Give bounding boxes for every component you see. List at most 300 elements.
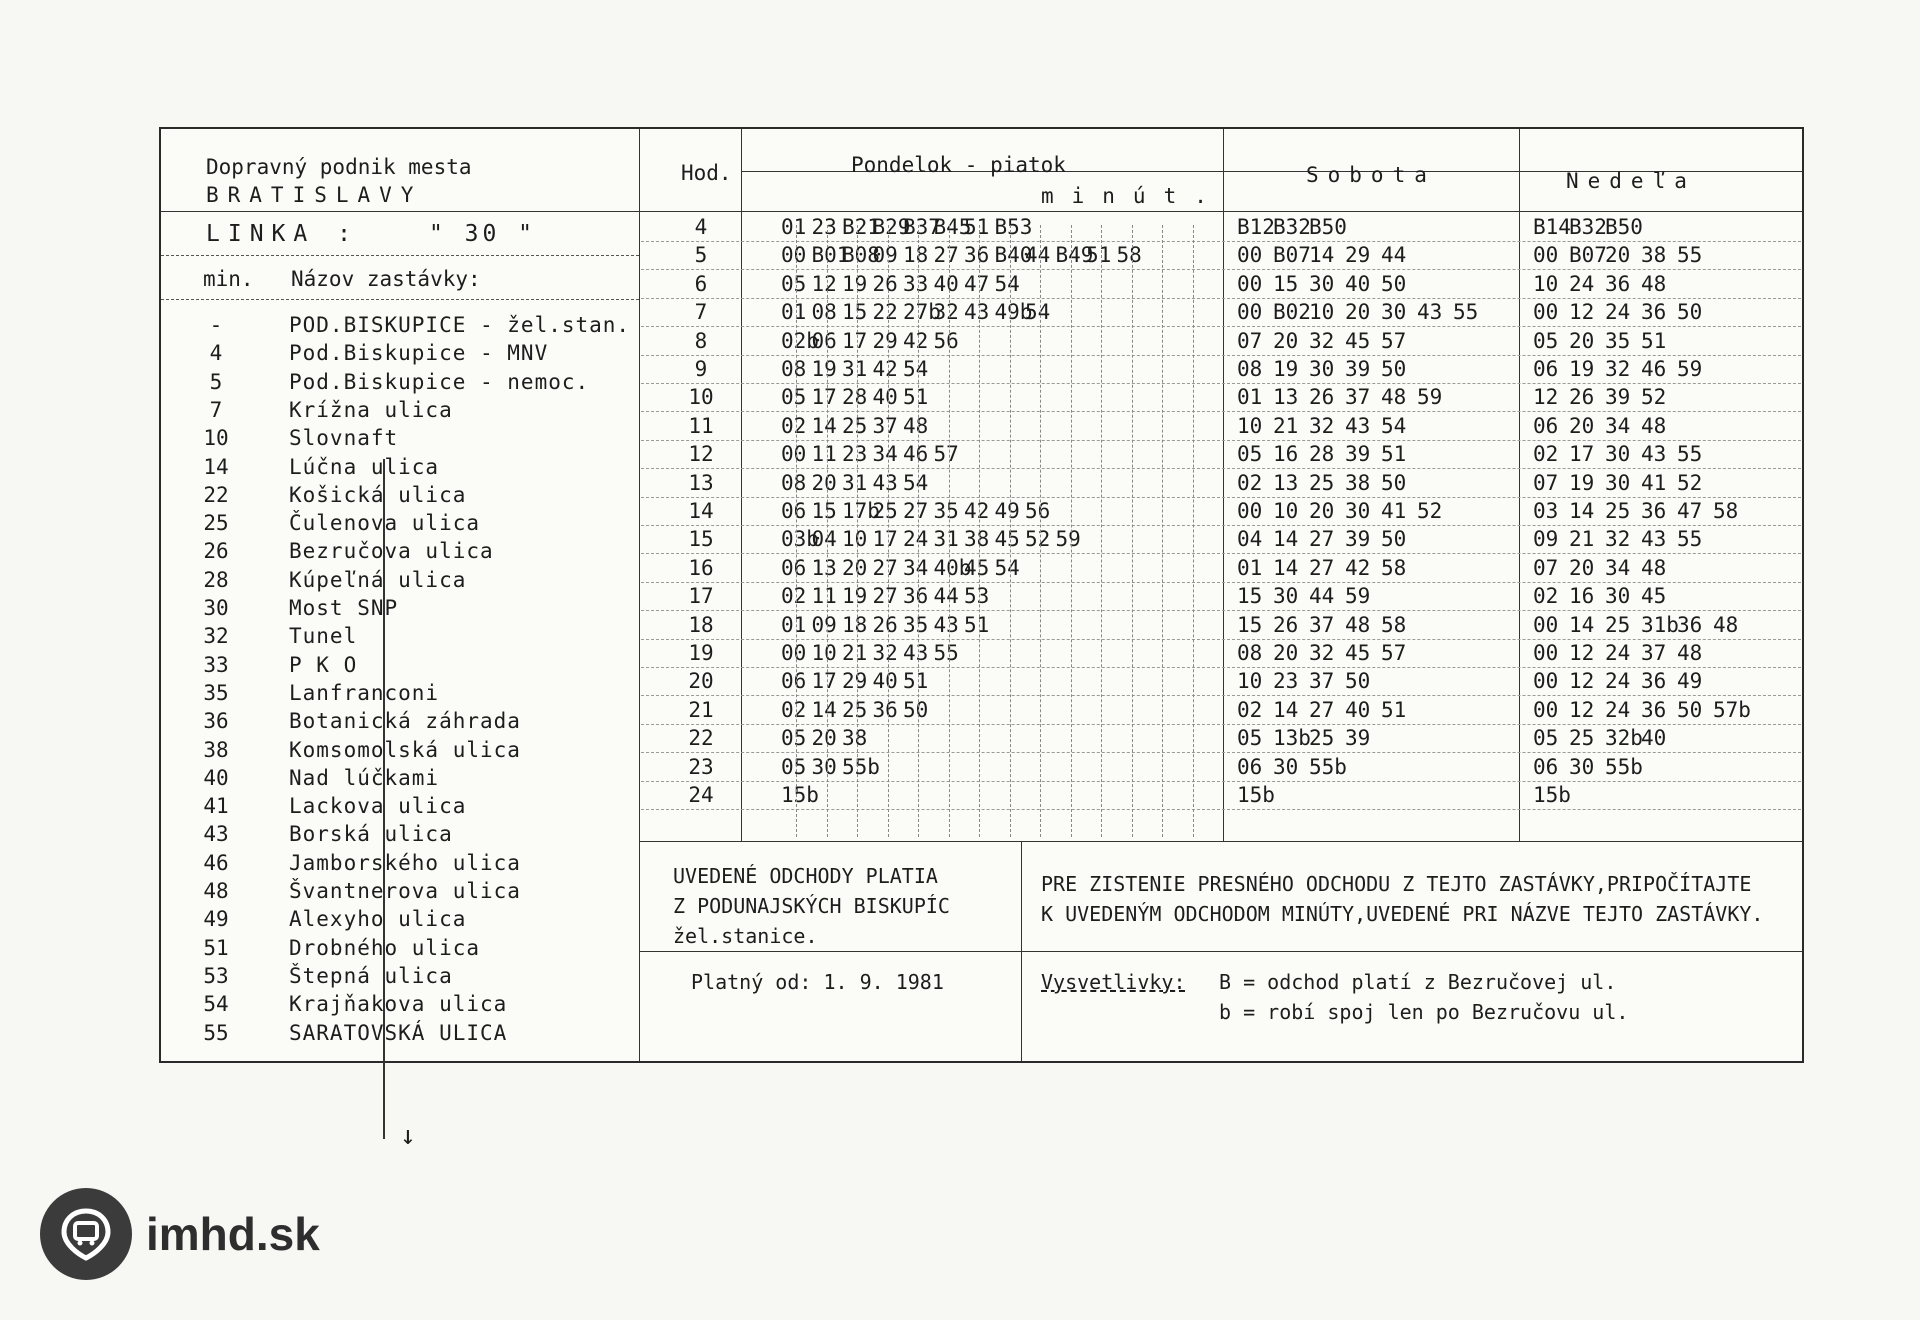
- departure-minute: 00: [1533, 697, 1559, 722]
- departure-minute: 15: [842, 300, 868, 325]
- legend-b-upper: B = odchod platí z Bezručovej ul.: [1219, 970, 1617, 994]
- departure-minute: 14: [811, 697, 837, 722]
- departure-minute: 00: [781, 243, 807, 268]
- departure-minute: B21: [842, 215, 880, 239]
- stop-name: Lackova ulica: [289, 794, 467, 819]
- departure-minute: 00: [1237, 243, 1263, 268]
- departure-minute: 08: [811, 300, 837, 325]
- departure-minute: 46: [903, 442, 929, 467]
- departure-minute: 06: [781, 499, 807, 523]
- departure-minute: 36: [1641, 669, 1667, 694]
- departure-minute: 55: [1677, 442, 1703, 467]
- hour-cell: 17: [688, 584, 714, 609]
- hour-cell: 8: [694, 328, 708, 353]
- departure-minute: 45: [1345, 328, 1371, 353]
- stop-name: Botanická záhrada: [289, 709, 521, 734]
- stop-minutes: 5: [209, 369, 223, 394]
- line-number: " 30 ": [428, 221, 537, 247]
- departure-minute: 57: [1381, 641, 1407, 665]
- departure-minute: 50: [1677, 300, 1703, 325]
- stop-row: [191, 653, 621, 681]
- departure-minute: B32: [1273, 215, 1311, 239]
- departure-minute: 19: [1273, 357, 1299, 381]
- stop-row: [191, 568, 621, 596]
- divider-sunday: [1519, 129, 1520, 841]
- bus-pin-icon: [40, 1188, 132, 1280]
- departure-minute: 20: [811, 470, 837, 495]
- departure-minute: 50: [1381, 271, 1407, 296]
- hour-cell: 10: [688, 385, 714, 410]
- row-guide: [641, 355, 1801, 356]
- hour-cell: 24: [688, 783, 714, 807]
- grid-guide: [949, 225, 950, 837]
- line-label: [206, 221, 536, 247]
- weekday-header: Pondelok - piatok: [851, 153, 1066, 177]
- departure-minute: 20: [1345, 300, 1371, 325]
- departure-minute: 30: [1273, 584, 1299, 609]
- departure-minute: 18: [842, 612, 868, 637]
- departure-minute: 47: [1677, 499, 1703, 523]
- departure-minute: 02b: [781, 328, 819, 353]
- departure-minute: 05: [1237, 726, 1263, 751]
- departure-minute: 01: [781, 612, 807, 637]
- hour-cell: 23: [688, 754, 714, 779]
- departure-minute: 06: [1533, 413, 1559, 438]
- departure-minute: 32: [1309, 328, 1335, 353]
- departure-minute: 31: [842, 470, 868, 495]
- stop-row: [191, 596, 621, 624]
- departure-minute: 14: [1273, 697, 1299, 722]
- departure-minute: 54: [994, 271, 1020, 296]
- departure-minute: B49: [1055, 243, 1094, 268]
- departure-minute: 44: [1025, 243, 1051, 268]
- departure-minute: 06: [1533, 357, 1559, 381]
- departure-minute: 43: [933, 612, 959, 637]
- departure-minute: 27: [1309, 527, 1335, 552]
- row-guide: [641, 298, 1801, 299]
- stop-minutes: 35: [203, 680, 229, 705]
- departure-minute: 50: [1677, 697, 1703, 722]
- company-city: BRATISLAVY: [206, 183, 423, 207]
- stop-row: [191, 794, 621, 822]
- departure-minute: 48: [1345, 612, 1371, 637]
- departure-minute: 42: [964, 499, 990, 523]
- departure-minute: 48: [1381, 385, 1407, 410]
- departure-minute: 25: [842, 697, 868, 722]
- departure-minute: 36: [1677, 612, 1703, 637]
- departure-minute: 13: [811, 555, 837, 580]
- departure-minute: 51: [1641, 328, 1667, 353]
- departure-minute: 05: [781, 726, 807, 751]
- departure-minute: 32: [872, 641, 898, 665]
- departure-minute: 07: [1237, 328, 1263, 353]
- minutes-header: minút.: [1041, 184, 1225, 208]
- departure-minute: 15b: [1533, 783, 1571, 807]
- departure-minute: 05: [781, 385, 807, 410]
- stop-minutes: 36: [203, 709, 229, 734]
- departure-minute: B12: [1237, 215, 1275, 239]
- departure-minute: 49: [994, 499, 1020, 523]
- departure-minute: 14: [1309, 243, 1335, 268]
- hour-cell: 20: [688, 669, 714, 694]
- departure-minute: 43: [1641, 442, 1667, 467]
- departure-minute: 12: [1569, 669, 1595, 694]
- departure-minute: B50: [1605, 215, 1643, 239]
- departure-minute: 28: [1309, 442, 1335, 467]
- departures-note-line3: žel.stanice.: [673, 924, 818, 948]
- grid-guide: [796, 225, 797, 837]
- departure-minute: 00: [781, 442, 807, 467]
- departure-minute: 51: [964, 612, 990, 637]
- departure-minute: 10: [1533, 271, 1559, 296]
- stop-name: Jamborského ulica: [289, 850, 521, 875]
- departure-minute: 34: [1605, 413, 1631, 438]
- departure-minute: 20: [1569, 413, 1595, 438]
- departure-minute: 58: [1381, 612, 1407, 637]
- stop-name: Štepná ulica: [289, 963, 453, 988]
- hour-cell: 13: [688, 470, 714, 495]
- row-guide: [641, 468, 1801, 469]
- grid-guide: [1040, 225, 1041, 837]
- stop-row: [191, 370, 621, 398]
- departure-minute: 23: [842, 442, 868, 467]
- departure-minute: 31b: [1641, 612, 1679, 637]
- departure-minute: 37: [1641, 641, 1667, 665]
- departure-minute: 43: [1641, 527, 1667, 552]
- departure-minute: 25: [1309, 470, 1335, 495]
- departure-minute: 27: [1309, 555, 1335, 580]
- departure-minute: 15: [1237, 584, 1263, 609]
- departure-minute: 15: [1237, 612, 1263, 637]
- departure-minute: B50: [1309, 215, 1347, 239]
- stop-row: [191, 822, 621, 850]
- legend-label: Vysvetlivky:: [1041, 970, 1186, 994]
- stop-minutes: 4: [209, 341, 223, 366]
- departure-minute: 51: [1086, 243, 1112, 268]
- hour-cell: 9: [694, 357, 708, 381]
- row-guide: [641, 383, 1801, 384]
- departure-minute: 44: [933, 584, 959, 609]
- stop-minutes: 41: [203, 794, 229, 819]
- stop-minutes: 33: [203, 652, 229, 677]
- row-guide: [641, 639, 1801, 640]
- departure-minute: 11: [811, 584, 837, 609]
- departure-minute: 40: [933, 271, 959, 296]
- legend-items: [1219, 967, 1628, 1027]
- grid-guide: [1101, 225, 1102, 837]
- departure-minute: B37: [903, 215, 941, 239]
- departure-minute: 55: [1677, 243, 1703, 268]
- grid-guide: [827, 225, 828, 837]
- departure-minute: 30: [1309, 271, 1335, 296]
- departure-minute: 34: [1605, 555, 1631, 580]
- departure-minute: 50: [1381, 470, 1407, 495]
- stop-row: [191, 681, 621, 709]
- departure-minute: 00: [1533, 300, 1559, 325]
- grid-guide: [979, 225, 980, 837]
- departure-minute: 30: [1309, 357, 1335, 381]
- departure-minute: 40: [1641, 726, 1667, 751]
- departure-minute: 46: [1641, 357, 1667, 381]
- direction-line: [383, 459, 385, 1139]
- departure-minute: 06: [1533, 754, 1559, 779]
- departure-minute: 40: [1345, 271, 1371, 296]
- departure-minute: 00: [1237, 499, 1263, 523]
- departure-minute: 21: [842, 641, 868, 665]
- departure-minute: 16: [1273, 442, 1299, 467]
- departure-minute: B53: [994, 215, 1033, 239]
- departure-minute: 20: [1273, 328, 1299, 353]
- saturday-header: Sobota: [1306, 163, 1436, 187]
- departure-minute: 19: [842, 584, 868, 609]
- departure-minute: 41: [1381, 499, 1407, 523]
- departure-minute: 32: [1309, 641, 1335, 665]
- departure-minute: 27: [1309, 697, 1335, 722]
- row-guide: [641, 667, 1801, 668]
- departure-minute: 27: [872, 584, 898, 609]
- departure-minute: 48: [1641, 413, 1667, 438]
- grid-guide: [1193, 225, 1194, 837]
- departure-minute: 36: [872, 697, 898, 722]
- departure-minute: 00: [1533, 243, 1559, 268]
- row-guide: [641, 326, 1801, 327]
- departure-minute: 22: [872, 300, 898, 325]
- stop-row: [191, 936, 621, 964]
- departure-minute: 51: [1381, 697, 1407, 722]
- row-guide: [641, 269, 1801, 270]
- departure-minute: 02: [1533, 442, 1559, 467]
- hour-header: Hod.: [681, 161, 732, 185]
- row-guide: [641, 440, 1801, 441]
- departure-minute: 00: [1533, 641, 1559, 665]
- row-guide: [641, 241, 1801, 242]
- stop-minutes: 40: [203, 765, 229, 790]
- stop-row: [191, 511, 621, 539]
- departure-minute: 59: [1417, 385, 1443, 410]
- stop-minutes: 43: [203, 822, 229, 847]
- departure-minute: 49b: [994, 300, 1033, 325]
- departure-minute: 01: [781, 215, 807, 239]
- departure-minute: 47: [964, 271, 990, 296]
- departure-minute: 35: [1605, 328, 1631, 353]
- departure-minute: B07: [1273, 243, 1311, 268]
- hour-cell: 16: [688, 555, 714, 580]
- stop-minutes: 26: [203, 539, 229, 564]
- stop-name: Kúpeľná ulica: [289, 567, 467, 592]
- stop-name: Pod.Biskupice - nemoc.: [289, 369, 590, 394]
- stop-row: [191, 992, 621, 1020]
- stop-row: [191, 907, 621, 935]
- departure-minute: 17: [872, 527, 898, 552]
- departure-minute: 08: [1237, 641, 1263, 665]
- departure-minute: 57b: [1713, 697, 1751, 722]
- departure-minute: 23: [1273, 669, 1299, 694]
- stop-minutes: 38: [203, 737, 229, 762]
- stop-name: Krajňakova ulica: [289, 992, 508, 1017]
- grid-guide: [1010, 225, 1011, 837]
- departure-minute: 02: [781, 584, 807, 609]
- departure-minute: 02: [1533, 584, 1559, 609]
- stop-name: Drobného ulica: [289, 935, 481, 960]
- departure-minute: 36: [1641, 499, 1667, 523]
- departure-minute: 25: [1309, 726, 1335, 751]
- hour-cell: 19: [688, 641, 714, 665]
- hour-cell: 22: [688, 726, 714, 751]
- departure-minute: 40: [872, 669, 898, 694]
- departure-minute: 30: [1569, 754, 1595, 779]
- departure-minute: 18: [903, 243, 929, 268]
- departure-minute: 38: [1345, 470, 1371, 495]
- stop-name: Alexyho ulica: [289, 907, 467, 932]
- legend: [1041, 967, 1186, 997]
- stop-name: Košická ulica: [289, 482, 467, 507]
- departure-minute: 28: [842, 385, 868, 410]
- departure-minute: 30: [1345, 499, 1371, 523]
- departure-minute: 12: [1569, 697, 1595, 722]
- departure-minute: 20: [1569, 328, 1595, 353]
- timetable-sheet: [159, 127, 1804, 1151]
- departure-minute: 39: [1345, 726, 1371, 751]
- departure-minute: 51: [903, 669, 929, 694]
- departure-minute: 24: [903, 527, 929, 552]
- linka-text: LINKA :: [206, 221, 359, 247]
- departure-minute: 26: [1569, 385, 1595, 410]
- departure-minute: 54: [903, 470, 929, 495]
- stop-name: Komsomolská ulica: [289, 737, 521, 762]
- departure-minute: 14: [1273, 555, 1299, 580]
- logo-text: imhd.sk: [146, 1208, 320, 1260]
- departure-minute: 48: [1641, 271, 1667, 296]
- hour-cell: 15: [688, 527, 714, 552]
- stop-minutes: 54: [203, 992, 229, 1017]
- hour-cell: 21: [688, 697, 714, 722]
- stop-minutes: 10: [203, 426, 229, 451]
- departure-minute: 19: [842, 271, 868, 296]
- row-guide: [641, 695, 1801, 696]
- departure-minute: 00: [1533, 669, 1559, 694]
- departure-minute: 00: [1237, 300, 1263, 325]
- departure-minute: 49: [1677, 669, 1703, 694]
- departure-minute: 43: [1345, 413, 1371, 438]
- stop-row: [191, 483, 621, 511]
- departure-minute: 27: [903, 499, 929, 523]
- stop-minutes: 49: [203, 907, 229, 932]
- hour-cell: 4: [694, 215, 708, 239]
- stop-name-header: Názov zastávky:: [291, 267, 481, 291]
- departure-minute: 30: [1273, 754, 1299, 779]
- departure-minute: 52: [1417, 499, 1443, 523]
- departure-minute: 39: [1345, 442, 1371, 467]
- departure-minute: 23: [811, 215, 837, 239]
- departure-minute: 14: [1273, 527, 1299, 552]
- departure-minute: 59: [1677, 357, 1703, 381]
- stop-minutes: 22: [203, 482, 229, 507]
- departure-minute: 57: [933, 442, 959, 467]
- row-guide: [641, 781, 1801, 782]
- stop-minutes: 32: [203, 624, 229, 649]
- departure-minute: 04: [1237, 527, 1263, 552]
- departure-minute: 38: [964, 527, 990, 552]
- departure-minute: 55: [1453, 300, 1479, 325]
- departure-minute: 51: [903, 385, 929, 410]
- departure-minute: 10: [1273, 499, 1299, 523]
- departure-minute: 14: [1569, 612, 1595, 637]
- stop-row: [191, 1021, 621, 1049]
- departure-minute: 21: [1569, 527, 1595, 552]
- departure-minute: 43: [872, 470, 898, 495]
- departure-minute: 13: [1273, 470, 1299, 495]
- departure-minute: 32b: [1605, 726, 1643, 751]
- departure-minute: 02: [1237, 697, 1263, 722]
- departure-minute: 51: [1381, 442, 1407, 467]
- departure-minute: 05: [1533, 726, 1559, 751]
- departures-note-line2: Z PODUNAJSKÝCH BISKUPÍC: [673, 894, 950, 918]
- departure-minute: 20: [1273, 641, 1299, 665]
- stop-name: SARATOVSKÁ ULICA: [289, 1020, 508, 1045]
- departure-minute: 17: [1569, 442, 1595, 467]
- departure-minute: 54: [994, 555, 1020, 580]
- departure-minute: 50: [1381, 357, 1407, 381]
- stop-name: Pod.Biskupice - MNV: [289, 341, 549, 366]
- departure-minute: 52: [1677, 470, 1703, 495]
- hour-cell: 6: [694, 271, 708, 296]
- stop-minutes: 14: [203, 454, 229, 479]
- grid-guide: [1132, 225, 1133, 837]
- stop-minutes: 25: [203, 511, 229, 536]
- departure-minute: 29: [872, 328, 898, 353]
- hour-cell: 11: [688, 413, 714, 438]
- row-guide: [641, 411, 1801, 412]
- departure-minute: 41: [1641, 470, 1667, 495]
- departure-minute: 12: [1569, 300, 1595, 325]
- departure-minute: B01: [811, 243, 850, 268]
- hour-cell: 12: [688, 442, 714, 467]
- departure-minute: 44: [1381, 243, 1407, 268]
- departure-minute: 39: [1345, 357, 1371, 381]
- stop-row: [191, 766, 621, 794]
- departure-minute: 02: [781, 413, 807, 438]
- departure-minute: 14: [1569, 499, 1595, 523]
- departure-minute: 20: [1569, 555, 1595, 580]
- stop-minutes: 53: [203, 963, 229, 988]
- departure-minute: 37: [872, 413, 898, 438]
- stop-minutes: -: [209, 313, 223, 337]
- departure-minute: 36: [1641, 697, 1667, 722]
- row-guide: [641, 497, 1801, 498]
- departure-minute: 17b: [842, 499, 880, 523]
- departure-minute: B45: [933, 215, 972, 239]
- departure-minute: 35: [903, 612, 929, 637]
- departure-minute: 15b: [1237, 783, 1275, 807]
- stop-name: Lúčna ulica: [289, 454, 440, 479]
- departure-minute: 59: [1345, 584, 1371, 609]
- departure-minute: 30: [1381, 300, 1407, 325]
- departure-minute: 06: [811, 328, 837, 353]
- departure-minute: 08: [781, 470, 807, 495]
- stop-minutes: 51: [203, 935, 229, 960]
- departure-minute: 10: [1309, 300, 1335, 325]
- departure-minute: 02: [781, 697, 807, 722]
- departure-minute: 40b: [933, 555, 972, 580]
- departure-minute: 10: [1237, 413, 1263, 438]
- departure-minute: 48: [1641, 555, 1667, 580]
- departure-minute: 09: [811, 612, 837, 637]
- departure-minute: 26: [1309, 385, 1335, 410]
- divider-saturday: [1223, 129, 1224, 841]
- departure-minute: 50: [1345, 669, 1371, 694]
- departure-minute: 10: [811, 641, 837, 665]
- departure-minute: 30: [1605, 442, 1631, 467]
